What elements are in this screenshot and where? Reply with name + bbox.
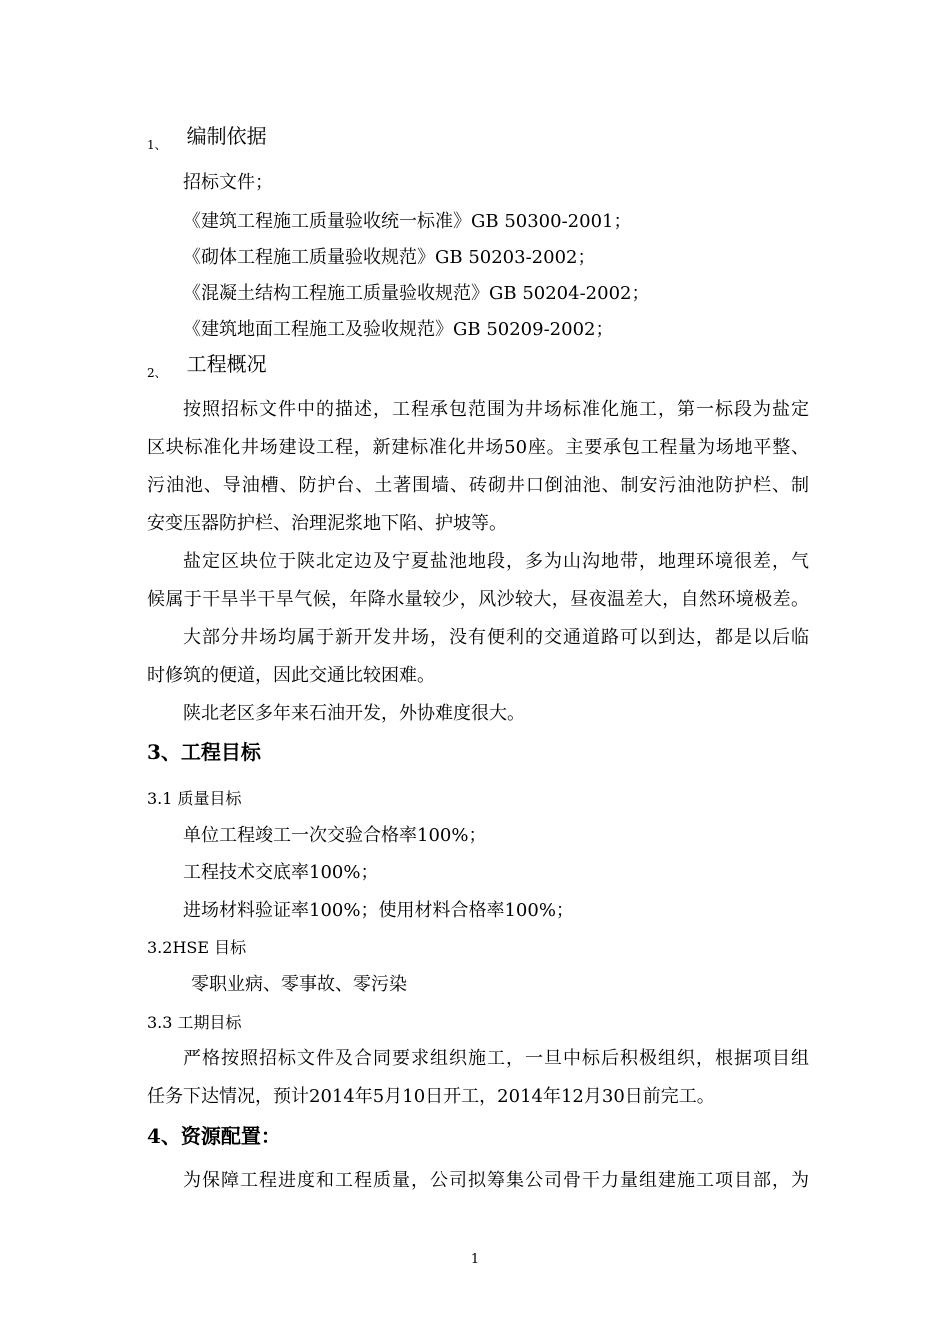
section-2-title: 工程概况	[186, 352, 267, 376]
page-number: 1	[470, 1252, 480, 1267]
basis-item: 《建筑工程施工质量验收统一标准》GB 50300-2001；	[183, 211, 632, 232]
overview-line: 安变压器防护栏、治理泥浆地下陷、护坡等。	[147, 513, 507, 534]
overview-line: 区块标准化井场建设工程，新建标准化井场50座。主要承包工程量为场地平整、	[147, 437, 809, 458]
schedule-target-heading: 3.3 工期目标	[147, 1013, 242, 1032]
overview-line: 污油池、导油槽、防护台、土著围墙、砖砌井口倒油池、制安污油池防护栏、制	[147, 475, 809, 496]
basis-item: 《砌体工程施工质量验收规范》GB 50203-2002；	[183, 247, 596, 268]
overview-line: 大部分井场均属于新开发井场，没有便利的交通道路可以到达，都是以后临	[183, 627, 809, 648]
overview-line: 时修筑的便道，因此交通比较困难。	[147, 665, 435, 686]
overview-line: 陕北老区多年来石油开发，外协难度很大。	[183, 703, 525, 724]
section-1-title: 编制依据	[186, 124, 267, 148]
hse-target-text: 零职业病、零事故、零污染	[191, 974, 407, 995]
basis-item: 《建筑地面工程施工及验收规范》GB 50209-2002；	[183, 319, 614, 340]
schedule-line: 严格按照招标文件及合同要求组织施工，一旦中标后积极组织，根据项目组	[183, 1048, 809, 1069]
section-1-number: 1、	[147, 138, 167, 152]
quality-target-heading: 3.1 质量目标	[147, 789, 242, 808]
resource-line: 为保障工程进度和工程质量，公司拟筹集公司骨干力量组建施工项目部，为	[183, 1170, 809, 1191]
basis-item: 招标文件；	[183, 172, 273, 193]
section-2-heading	[147, 352, 267, 385]
hse-target-heading: 3.2HSE 目标	[147, 938, 247, 957]
quality-item: 单位工程竣工一次交验合格率100%；	[183, 825, 487, 846]
section-3-heading: 3、工程目标	[147, 740, 261, 764]
overview-line: 按照招标文件中的描述，工程承包范围为井场标准化施工，第一标段为盐定	[183, 399, 809, 420]
schedule-line: 任务下达情况，预计2014年5月10日开工，2014年12月30日前完工。	[147, 1086, 715, 1107]
quality-item: 工程技术交底率100%；	[183, 862, 379, 883]
overview-line: 候属于干旱半干旱气候，年降水量较少，风沙较大，昼夜温差大，自然环境极差。	[147, 589, 809, 610]
section-2-number: 2、	[147, 366, 167, 380]
section-1-heading	[147, 124, 267, 157]
basis-item: 《混凝土结构工程施工质量验收规范》GB 50204-2002；	[183, 283, 650, 304]
section-4-heading: 4、资源配置：	[147, 1124, 281, 1148]
overview-line: 盐定区块位于陕北定边及宁夏盐池地段，多为山沟地带，地理环境很差，气	[183, 551, 809, 572]
quality-item: 进场材料验证率100%；使用材料合格率100%；	[183, 900, 574, 921]
